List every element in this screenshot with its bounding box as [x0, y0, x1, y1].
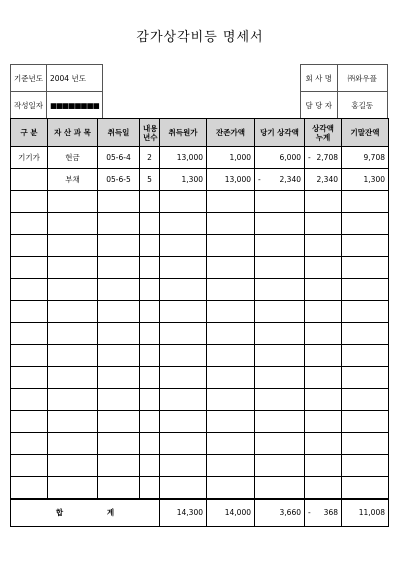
table-row: [11, 367, 389, 389]
cell-empty: [48, 279, 98, 301]
cell-empty: [305, 323, 342, 345]
cell-empty: [207, 213, 255, 235]
cell-empty: [160, 323, 207, 345]
cell-acc: [305, 169, 342, 191]
table-row: [11, 191, 389, 213]
header-row: [11, 119, 389, 147]
cell-empty: [140, 279, 160, 301]
total-cost: 14,300: [160, 499, 207, 527]
info-row-year: [11, 65, 103, 92]
sign: -: [308, 508, 311, 518]
total-dep: 3,660: [255, 499, 305, 527]
header-account: 자 산 과 목: [48, 119, 98, 147]
cell-empty: [11, 411, 48, 433]
cell-empty: [342, 477, 389, 499]
cell-empty: [98, 323, 140, 345]
cell-empty: [140, 301, 160, 323]
cell-empty: [98, 301, 140, 323]
cell-empty: [342, 279, 389, 301]
cell-empty: [255, 477, 305, 499]
cell-empty: [140, 455, 160, 477]
cell-empty: [305, 411, 342, 433]
cell-empty: [255, 411, 305, 433]
cell-empty: [305, 191, 342, 213]
cell-empty: [48, 477, 98, 499]
cell-residual: 1,000: [207, 147, 255, 169]
info-row-writer: [11, 92, 103, 119]
cell-empty: [207, 279, 255, 301]
cell-empty: [207, 323, 255, 345]
cell-empty: [140, 433, 160, 455]
manager-value: 홍길동: [337, 92, 387, 119]
cell-empty: [11, 279, 48, 301]
cell-empty: [140, 477, 160, 499]
cell-empty: [305, 301, 342, 323]
info-row-company: [301, 65, 388, 92]
cell-empty: [255, 235, 305, 257]
cell-empty: [160, 477, 207, 499]
cell-empty: [342, 257, 389, 279]
cell-empty: [207, 257, 255, 279]
cell-empty: [48, 235, 98, 257]
cell-acc: [305, 147, 342, 169]
cell-empty: [255, 433, 305, 455]
cell-empty: [342, 389, 389, 411]
cell-empty: [11, 191, 48, 213]
cell-empty: [48, 301, 98, 323]
value: 2,708: [316, 153, 338, 162]
table-row: [11, 455, 389, 477]
info-right-table: [300, 64, 388, 119]
cell-residual: 13,000: [207, 169, 255, 191]
cell-empty: [98, 455, 140, 477]
cell-empty: [160, 301, 207, 323]
cell-empty: [342, 433, 389, 455]
cell-empty: [342, 191, 389, 213]
cell-date: 05-6-4: [98, 147, 140, 169]
cell-dep: [255, 169, 305, 191]
cell-empty: [140, 191, 160, 213]
writer-value: ■■■■■■■■: [46, 92, 102, 119]
table-row: [11, 213, 389, 235]
cell-empty: [160, 367, 207, 389]
cell-empty: [98, 191, 140, 213]
table-row: [11, 323, 389, 345]
cell-empty: [48, 257, 98, 279]
cell-empty: [11, 389, 48, 411]
cell-empty: [207, 389, 255, 411]
cell-account: 현금: [48, 147, 98, 169]
cell-empty: [255, 301, 305, 323]
cell-empty: [11, 455, 48, 477]
table-row: [11, 301, 389, 323]
header-category: 구 분: [11, 119, 48, 147]
depreciation-table: [10, 118, 389, 527]
header-residual: 잔존가액: [207, 119, 255, 147]
value: 2,340: [316, 175, 338, 184]
table-row: [11, 477, 389, 499]
table-row: [11, 433, 389, 455]
company-value: ㈜와우플: [337, 65, 387, 92]
header-date: 취득일: [98, 119, 140, 147]
cell-category: [11, 169, 48, 191]
cell-empty: [160, 345, 207, 367]
cell-empty: [207, 433, 255, 455]
cell-empty: [140, 257, 160, 279]
cell-empty: [305, 433, 342, 455]
cell-empty: [207, 191, 255, 213]
cell-date: 05-6-5: [98, 169, 140, 191]
cell-empty: [342, 213, 389, 235]
cell-empty: [305, 345, 342, 367]
sign: -: [258, 175, 261, 184]
cell-empty: [140, 411, 160, 433]
cell-empty: [140, 235, 160, 257]
total-label: [11, 499, 160, 527]
cell-empty: [207, 235, 255, 257]
cell-cost: 1,300: [160, 169, 207, 191]
cell-empty: [160, 411, 207, 433]
total-label-b: 계: [106, 508, 115, 518]
cell-empty: [305, 257, 342, 279]
cell-empty: [342, 323, 389, 345]
table-row: [11, 169, 389, 191]
company-label: 회 사 명: [301, 65, 338, 92]
cell-empty: [48, 367, 98, 389]
cell-empty: [255, 191, 305, 213]
cell-empty: [48, 345, 98, 367]
cell-empty: [160, 257, 207, 279]
header-acc: 상각액 누계: [305, 119, 342, 147]
cell-empty: [207, 367, 255, 389]
header-years: 내용 년수: [140, 119, 160, 147]
total-ending: 11,008: [342, 499, 389, 527]
info-left-table: [10, 64, 103, 119]
cell-empty: [11, 257, 48, 279]
header-cost: 취득원가: [160, 119, 207, 147]
cell-empty: [207, 345, 255, 367]
cell-empty: [140, 389, 160, 411]
table-row: [11, 345, 389, 367]
cell-empty: [98, 279, 140, 301]
cell-empty: [305, 279, 342, 301]
value: 6,000: [279, 153, 301, 162]
cell-empty: [342, 455, 389, 477]
cell-empty: [11, 433, 48, 455]
cell-dep: [255, 147, 305, 169]
cell-empty: [160, 191, 207, 213]
value: 2,340: [279, 175, 301, 184]
cell-empty: [98, 433, 140, 455]
cell-empty: [11, 323, 48, 345]
cell-cost: 13,000: [160, 147, 207, 169]
info-row-manager: [301, 92, 388, 119]
cell-empty: [255, 279, 305, 301]
cell-empty: [48, 323, 98, 345]
cell-account: 부채: [48, 169, 98, 191]
cell-empty: [140, 367, 160, 389]
cell-empty: [160, 213, 207, 235]
cell-empty: [98, 257, 140, 279]
cell-empty: [255, 367, 305, 389]
cell-empty: [305, 455, 342, 477]
cell-empty: [342, 411, 389, 433]
cell-empty: [160, 433, 207, 455]
table-row: [11, 389, 389, 411]
table-row: [11, 279, 389, 301]
cell-empty: [255, 389, 305, 411]
cell-empty: [255, 323, 305, 345]
cell-empty: [11, 367, 48, 389]
cell-empty: [11, 301, 48, 323]
cell-empty: [48, 213, 98, 235]
cell-empty: [160, 389, 207, 411]
cell-empty: [140, 345, 160, 367]
cell-empty: [48, 411, 98, 433]
cell-empty: [11, 345, 48, 367]
total-residual: 14,000: [207, 499, 255, 527]
header-ending: 기말잔액: [342, 119, 389, 147]
year-value: 2004 년도: [46, 65, 102, 92]
value: 368: [323, 508, 338, 518]
cell-empty: [98, 477, 140, 499]
cell-empty: [207, 411, 255, 433]
cell-empty: [140, 213, 160, 235]
cell-empty: [48, 191, 98, 213]
cell-empty: [255, 345, 305, 367]
cell-years: 5: [140, 169, 160, 191]
cell-empty: [140, 323, 160, 345]
cell-empty: [305, 477, 342, 499]
cell-empty: [342, 367, 389, 389]
cell-empty: [98, 389, 140, 411]
document-title: 감가상각비등 명세서: [136, 30, 264, 45]
cell-empty: [305, 235, 342, 257]
table-row: [11, 235, 389, 257]
cell-empty: [255, 257, 305, 279]
year-label: 기준년도: [11, 65, 47, 92]
cell-empty: [305, 213, 342, 235]
manager-label: 담 당 자: [301, 92, 338, 119]
total-acc: [305, 499, 342, 527]
cell-ending: 1,300: [342, 169, 389, 191]
cell-empty: [342, 235, 389, 257]
table-row: [11, 257, 389, 279]
header-dep: 당기 상각액: [255, 119, 305, 147]
table-row: [11, 411, 389, 433]
cell-empty: [48, 433, 98, 455]
cell-empty: [98, 367, 140, 389]
cell-empty: [11, 213, 48, 235]
cell-ending: 9,708: [342, 147, 389, 169]
sign: -: [308, 153, 311, 162]
cell-empty: [160, 235, 207, 257]
cell-empty: [48, 389, 98, 411]
cell-empty: [207, 301, 255, 323]
cell-empty: [11, 235, 48, 257]
cell-empty: [98, 213, 140, 235]
total-row: [11, 499, 389, 527]
cell-empty: [255, 213, 305, 235]
cell-empty: [342, 301, 389, 323]
cell-empty: [342, 345, 389, 367]
cell-empty: [98, 345, 140, 367]
cell-empty: [305, 367, 342, 389]
cell-empty: [48, 455, 98, 477]
cell-empty: [255, 455, 305, 477]
cell-empty: [207, 477, 255, 499]
cell-empty: [98, 235, 140, 257]
cell-empty: [160, 279, 207, 301]
cell-years: 2: [140, 147, 160, 169]
table-row: [11, 147, 389, 169]
cell-empty: [98, 411, 140, 433]
cell-empty: [207, 455, 255, 477]
cell-empty: [305, 389, 342, 411]
cell-empty: [11, 477, 48, 499]
cell-empty: [160, 455, 207, 477]
total-label-a: 합: [55, 508, 64, 518]
cell-category: 기기가: [11, 147, 48, 169]
writer-label: 작성일자: [11, 92, 47, 119]
